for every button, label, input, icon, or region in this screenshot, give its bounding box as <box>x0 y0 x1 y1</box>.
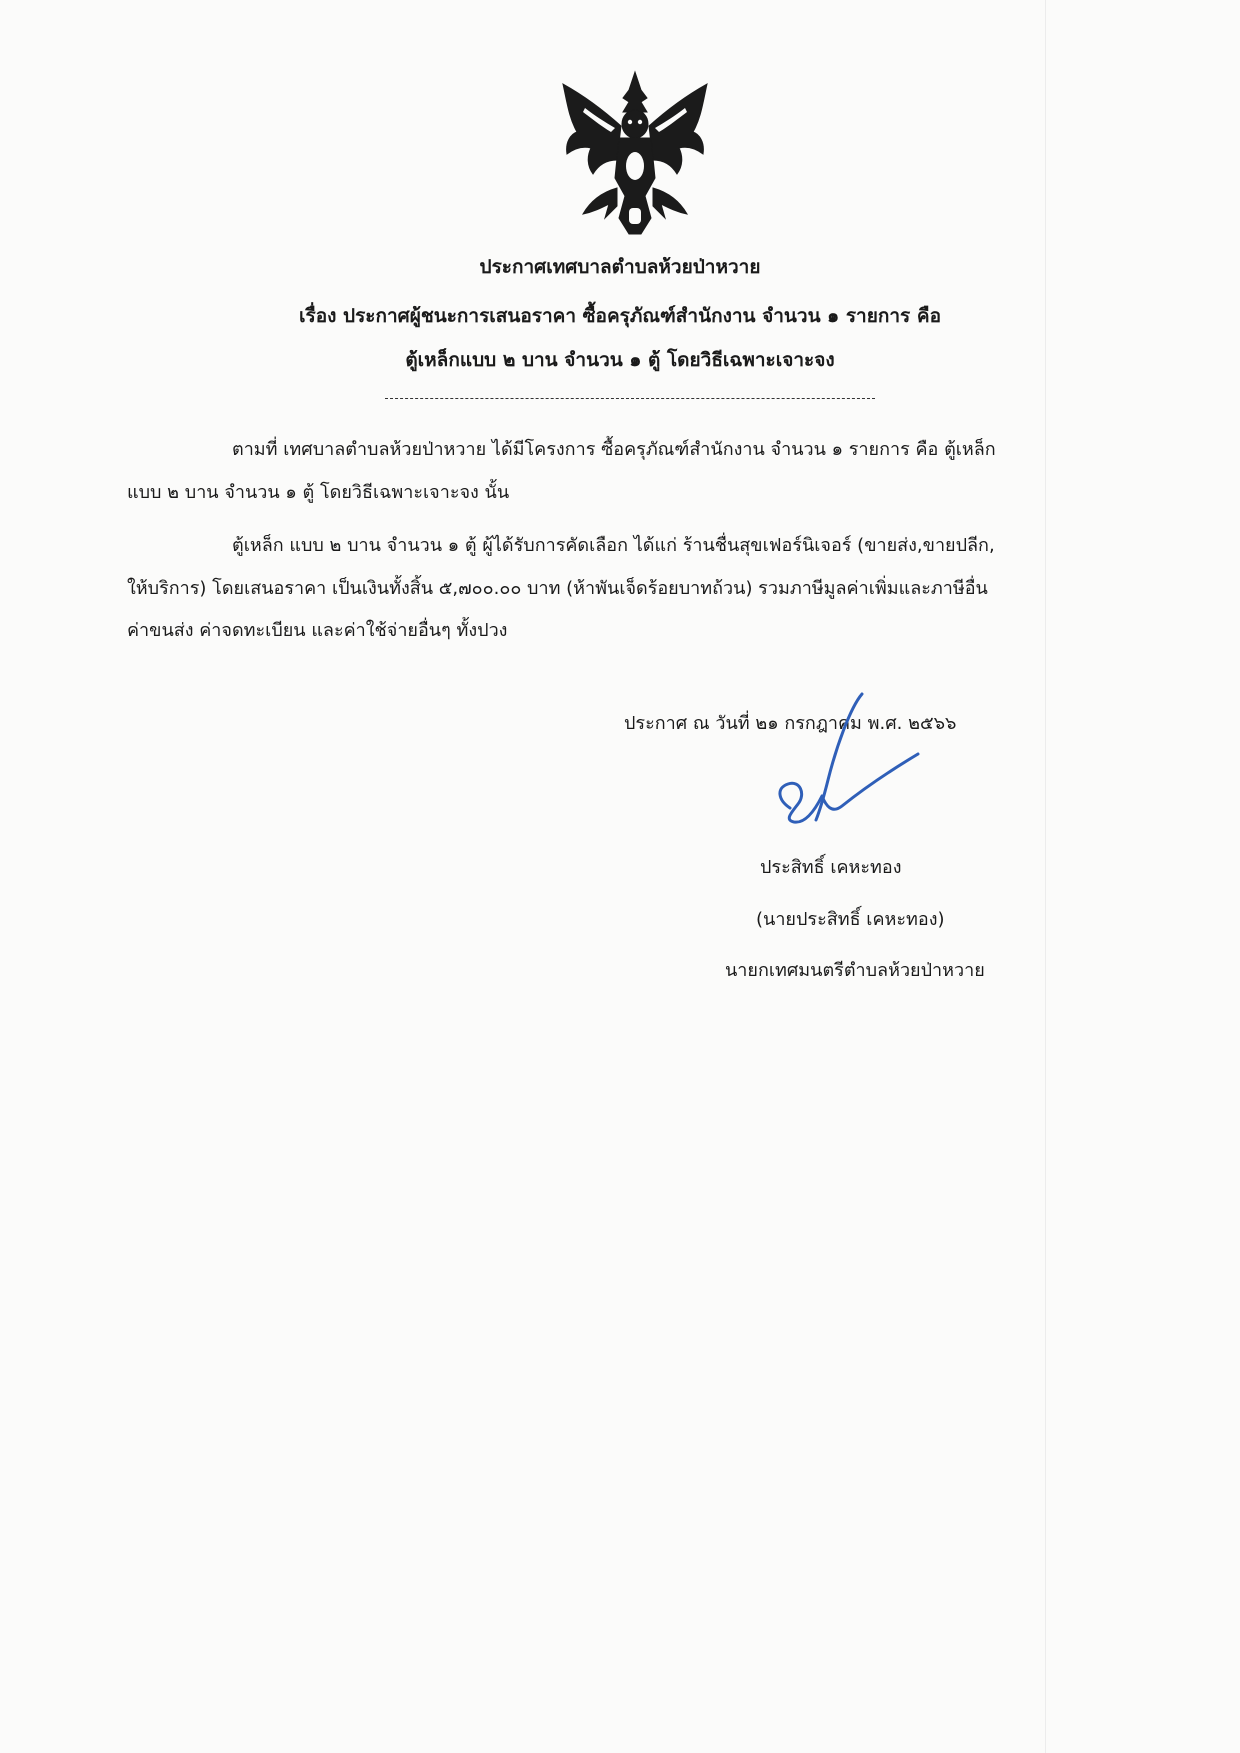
signer-name: ประสิทธิ์ เคหะทอง <box>760 857 902 878</box>
garuda-emblem <box>555 68 715 236</box>
announcement-date: ประกาศ ณ วันที่ ๒๑ กรกฎาคม พ.ศ. ๒๕๖๖ <box>624 713 957 734</box>
handwritten-signature <box>770 688 940 838</box>
paragraph-1-line-2: แบบ ๒ บาน จำนวน ๑ ตู้ โดยวิธีเฉพาะเจาะจง นั้น <box>127 482 510 503</box>
paragraph-2-line-3: ค่าขนส่ง ค่าจดทะเบียน และค่าใช้จ่ายอื่นๆ ทั้งปวง <box>127 620 508 641</box>
heading-divider <box>385 398 875 399</box>
paragraph-1-line-1: ตามที่ เทศบาลตำบลห้วยป่าหวาย ได้มีโครงการ ซื้อครุภัณฑ์สำนักงาน จำนวน ๑ รายการ คือ ตู้เหล็ก <box>232 439 996 460</box>
issuer-heading: ประกาศเทศบาลตำบลห้วยป่าหวาย <box>479 256 761 278</box>
paragraph-2-line-2: ให้บริการ) โดยเสนอราคา เป็นเงินทั้งสิ้น ๕,๗๐๐.๐๐ บาท (ห้าพันเจ็ดร้อยบาทถ้วน) รวมภาษีมูลค่าเพิ่มและภาษีอื่น <box>127 578 988 599</box>
subject-line-1: เรื่อง ประกาศผู้ชนะการเสนอราคา ซื้อครุภัณฑ์สำนักงาน จำนวน ๑ รายการ คือ <box>299 305 941 327</box>
signer-full-name: (นายประสิทธิ์ เคหะทอง) <box>756 909 945 930</box>
signer-position: นายกเทศมนตรีตำบลห้วยป่าหวาย <box>725 960 985 981</box>
paragraph-2-line-1: ตู้เหล็ก แบบ ๒ บาน จำนวน ๑ ตู้ ผู้ได้รับการคัดเลือก ได้แก่ ร้านชื่นสุขเฟอร์นิเจอร์ (ขายส่ง,ขายปลีก, <box>232 535 995 556</box>
subject-line-2: ตู้เหล็กแบบ ๒ บาน จำนวน ๑ ตู้ โดยวิธีเฉพาะเจาะจง <box>405 349 835 371</box>
